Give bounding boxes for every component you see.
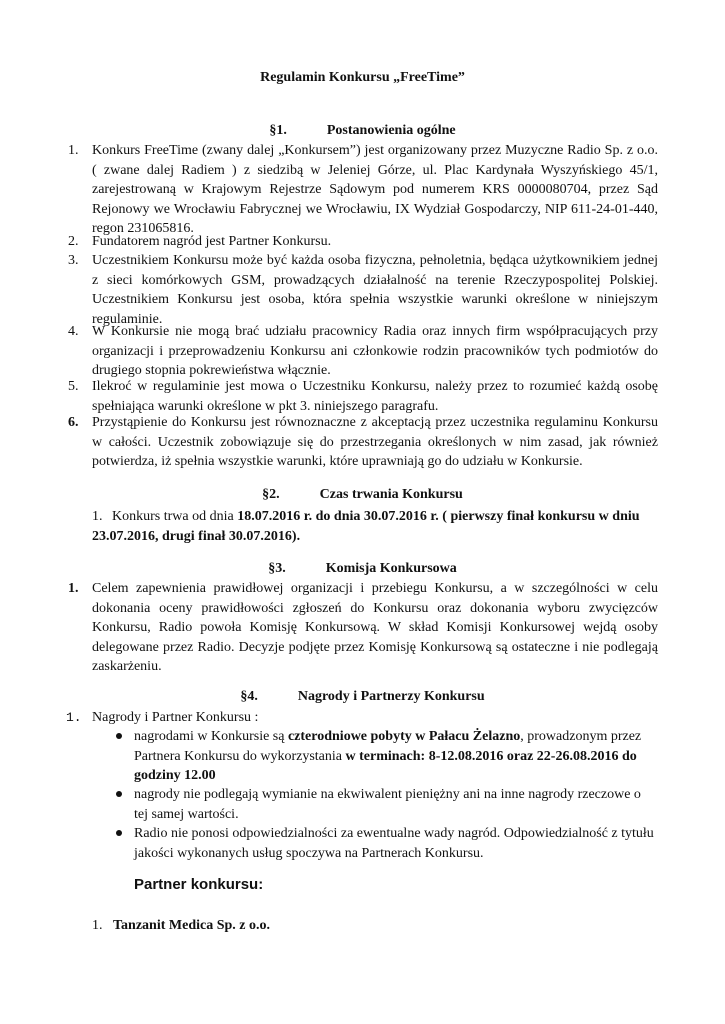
list-item: W Konkursie nie mogą brać udziału pracownicy Radia oraz innych firm współpracujących przy organizacji i przeprowadzeniu Konkursu ani członkowie rodzin pracowników tych podmiotów do drugiego stopnia pokrewieństwa włącznie.: [92, 324, 658, 378]
partner-name: Tanzanit Medica Sp. z o.o.: [113, 918, 270, 933]
list-item: nagrody nie podlegają wymianie na ekwiwalent pieniężny ani na inne nagrody rzeczowe o tej samej wartości.: [134, 787, 641, 822]
section-number: §4.: [240, 689, 258, 704]
section-title: Nagrody i Partnerzy Konkursu: [297, 689, 485, 704]
section-2-heading: [0, 487, 725, 503]
section-title: Postanowienia ogólne: [326, 123, 456, 138]
list-item: [92, 507, 658, 546]
section-3-heading: [0, 561, 725, 577]
item-number: 1.: [68, 581, 79, 596]
list-item: Ilekroć w regulaminie jest mowa o Uczestniku Konkursu, należy przez to rozumieć każdą osobę spełniająca warunki określone w pkt 3. niniejszego paragrafu.: [92, 379, 658, 414]
list-item: Przystąpienie do Konkursu jest równoznaczne z akceptacją przez uczestnika regulaminu Konkursu w całości. Uczestnik zobowiązuje się do przestrzegania określonych w nim zasad, jak również potwierdza, iż spełnia wszystkie warunki, które uprawniają go do udziału w Konkursie.: [92, 415, 658, 469]
list-item: [134, 727, 658, 786]
list-item: Konkurs FreeTime (zwany dalej „Konkursem”) jest organizowany przez Muzyczne Radio Sp. z o.o. ( zwane dalej Radiem ) z siedzibą w Jeleniej Górze, ul. Plac Kardynała Wyszyńskiego 45/1, zarejestrowaną w Krajowym Rejestrze Sądowym pod numerem KRS 0000080704, przez Sąd Rejonowy we Wrocławiu Fabrycznej we Wrocławiu, IX Wydział Gospodarczy, NIP 611-24-01-440, regon 231065816.: [92, 143, 658, 236]
prize-dates: w terminach: 8-12.08.2016 oraz 22-26.08.2016 do godziny 12.00: [134, 748, 637, 783]
duration-dates: 18.07.2016 r. do dnia 30.07.2016 r. ( pierwszy finał konkursu w dniu 23.07.2016, drugi finał 30.07.2016).: [92, 509, 640, 544]
list-item: Uczestnikiem Konkursu może być każda osoba fizyczna, pełnoletnia, będąca użytkownikiem jednej z sieci komórkowych GSM, prowadzących działalność na terenie Rzeczypospolitej Polskiej. Uczestnikiem Konkursu jest osoba, która spełnia wszystkie warunki określone w niniejszym regulaminie.: [92, 253, 658, 327]
section-title: Czas trwania Konkursu: [319, 487, 463, 502]
list-item: Radio nie ponosi odpowiedzialności za ewentualne wady nagród. Odpowiedzialność z tytułu jakości wykonanych usług spoczywa na Partnerach Konkursu.: [134, 826, 654, 861]
prizes-intro: Nagrody i Partner Konkursu :: [92, 710, 259, 725]
bullet-icon: [116, 830, 122, 836]
document-title: Regulamin Konkursu „FreeTime”: [260, 70, 465, 85]
bullet-icon: [116, 791, 122, 797]
item-number: 2.: [68, 234, 79, 249]
section-1-heading: [0, 123, 725, 139]
list-item: Celem zapewnienia prawidłowej organizacji i przebiegu Konkursu, a w szczególności w celu dokonania oceny prawidłowości zgłoszeń do Konkursu oraz dokonania wyboru zwycięzców Konkursu, Radio powoła Komisję Konkursową. W skład Komisji Konkursowej wejdą osoby delegowane przez Radio. Decyzje podjęte przez Komisję Konkursową są ostateczne i nie podlegają zaskarżeniu.: [92, 581, 658, 674]
item-number: 1.: [92, 509, 103, 524]
bullet-icon: [116, 733, 122, 739]
duration-text: Konkurs trwa od dnia: [112, 509, 238, 524]
section-number: §3.: [268, 561, 286, 576]
section-number: §1.: [269, 123, 287, 138]
item-number: 1.: [92, 918, 103, 933]
prize-name: czterodniowe pobyty w Pałacu Żelazno: [287, 729, 521, 744]
item-number: 1.: [68, 143, 79, 158]
section-title: Komisja Konkursowa: [325, 561, 457, 576]
prize-text: , prowadzonym przez Partnera Konkursu do wykorzystania: [134, 729, 642, 764]
section-number: §2.: [262, 487, 280, 502]
prize-text: nagrodami w Konkursie są: [134, 729, 288, 744]
item-number: 3.: [68, 253, 79, 268]
item-number: 1.: [66, 710, 82, 725]
item-number: 4.: [68, 324, 79, 339]
item-number: 5.: [68, 379, 79, 394]
item-number: 6.: [68, 415, 79, 430]
partner-heading: Partner konkursu:: [134, 876, 264, 893]
section-4-heading: [0, 689, 725, 705]
list-item: Fundatorem nagród jest Partner Konkursu.: [92, 234, 332, 249]
